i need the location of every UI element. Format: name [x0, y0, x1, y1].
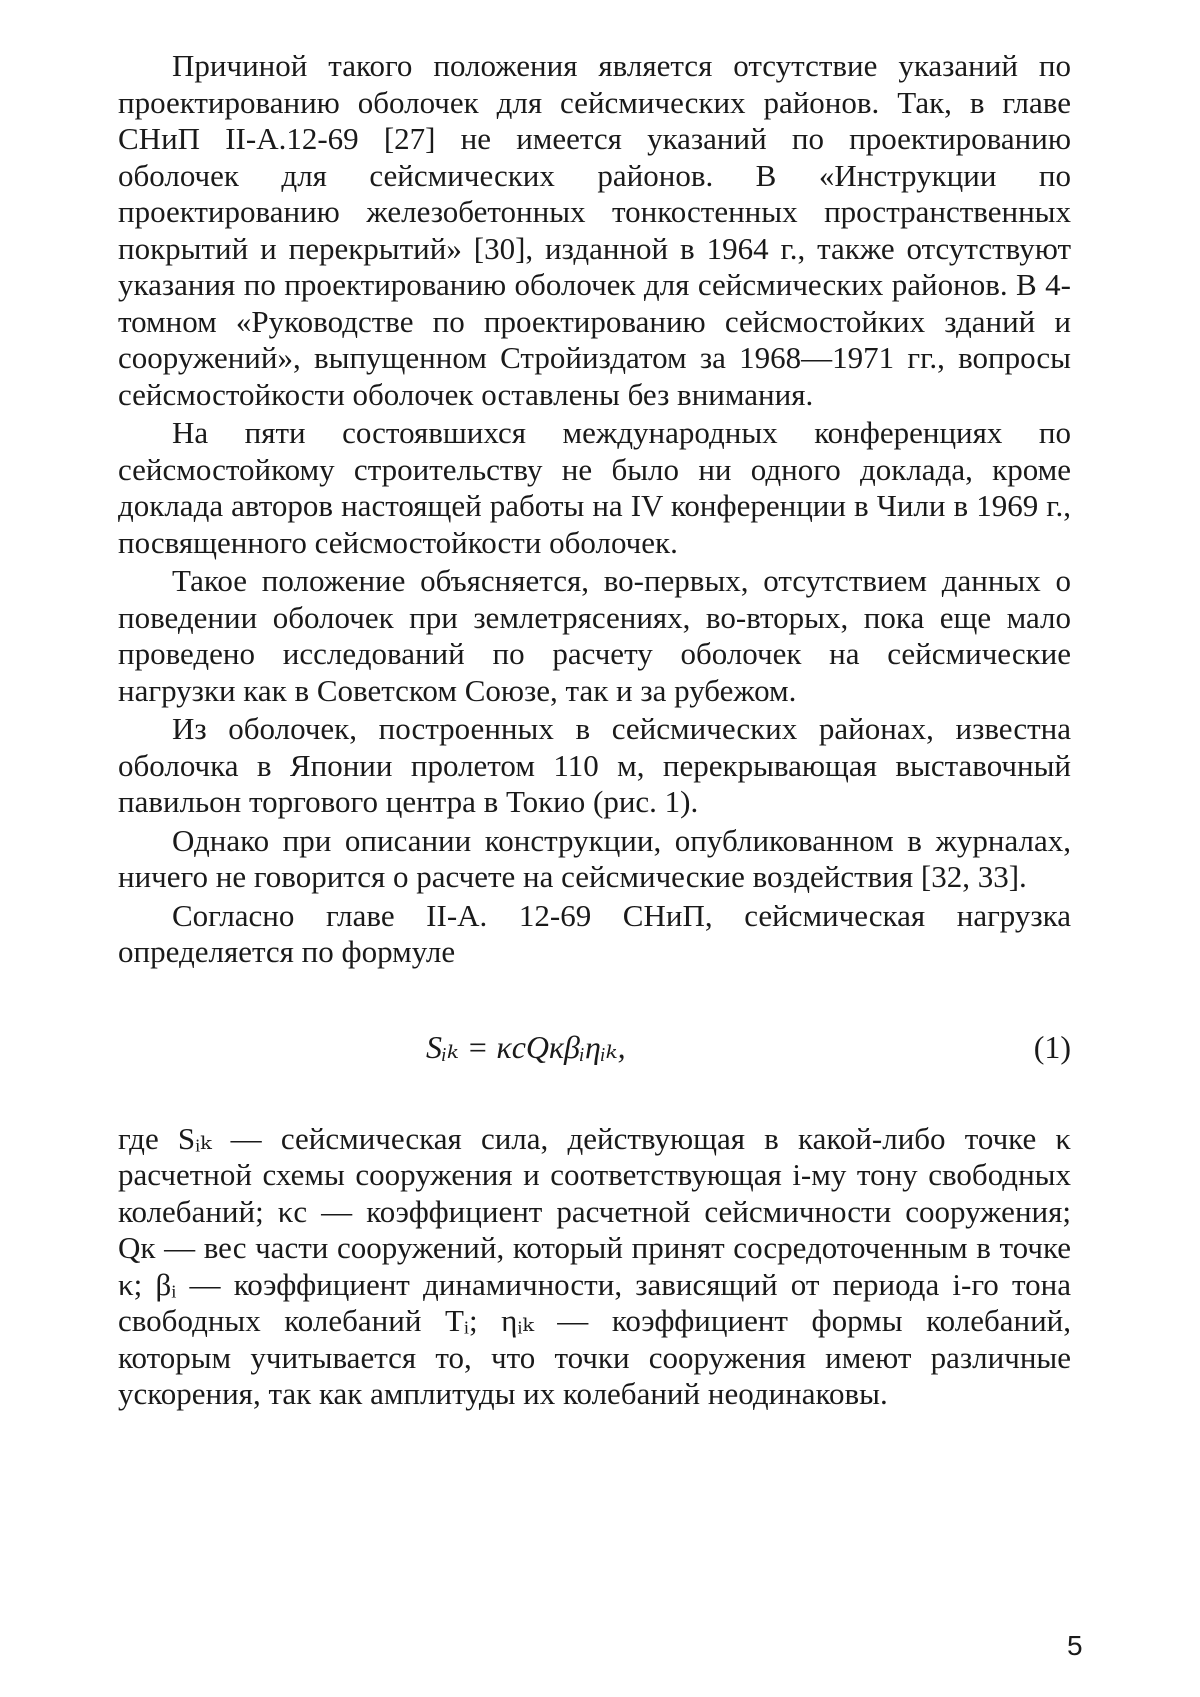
formula: Sᵢₖ = κсQкβᵢηᵢₖ,: [426, 1028, 626, 1065]
where-explanation: где Sᵢₖ — сейсмическая сила, действующая в какой-либо точке κ расчетной схемы сооружения и соответствующая i-му тону свободных колебаний; κс — коэффициент расчетной сейсмичности сооружения; Qк — вес части сооружений, который принят сосредоточенным в точке κ; βᵢ — коэффициент динамичности, зависящий от периода i-го тона свободных колебаний Tᵢ; ηᵢₖ — коэффициент формы колебаний, которым учитывается то, что точки сооружения имеют различные ускорения, так как амплитуды их колебаний неодинаковы.: [118, 1120, 1071, 1411]
formula-number: (1): [1033, 1028, 1071, 1065]
page-number: 5: [1067, 1630, 1083, 1661]
paragraph-2: На пяти состоявшихся международных конференциях по сейсмостойкому строительству не было ни одного доклада, кроме доклада авторов настоящей работы на IV конференции в Чили в 1969 г., посвященного сейсмостойкости оболочек.: [118, 415, 1071, 560]
paragraph-6: Согласно главе II-А. 12-69 СНиП, сейсмическая нагрузка определяется по формуле: [118, 897, 1071, 969]
formula-row: [118, 1019, 1071, 1077]
paragraph-5: Однако при описании конструкции, опубликованном в журналах, ничего не говорится о расчете на сейсмические воздействия [32, 33].: [118, 822, 1071, 894]
paragraph-1: Причиной такого положения является отсутствие указаний по проектированию оболочек для сейсмических районов. Так, в главе СНиП II-А.12-69 [27] не имеется указаний по проектированию оболочек для сейсмических районов. В «Инструкции по проектированию железобетонных тонкостенных пространственных покрытий и перекрытий» [30], изданной в 1964 г., также отсутствуют указания по проектированию оболочек для сейсмических районов. В 4-томном «Руководстве по проектированию сейсмостойких зданий и сооружений», выпущенном Стройиздатом за 1968—1971 гг., вопросы сейсмостойкости оболочек оставлены без внимания.: [118, 48, 1071, 412]
paragraph-4: Из оболочек, построенных в сейсмических районах, известна оболочка в Японии пролетом 110 м, перекрывающая выставочный павильон торгового центра в Токио (рис. 1).: [118, 711, 1071, 819]
text-column: [118, 48, 1071, 1413]
paragraph-3: Такое положение объясняется, во-первых, отсутствием данных о поведении оболочек при землетрясениях, во-вторых, пока еще мало проведено исследований по расчету оболочек на сейсмические нагрузки как в Советском Союзе, так и за рубежом.: [118, 563, 1071, 708]
